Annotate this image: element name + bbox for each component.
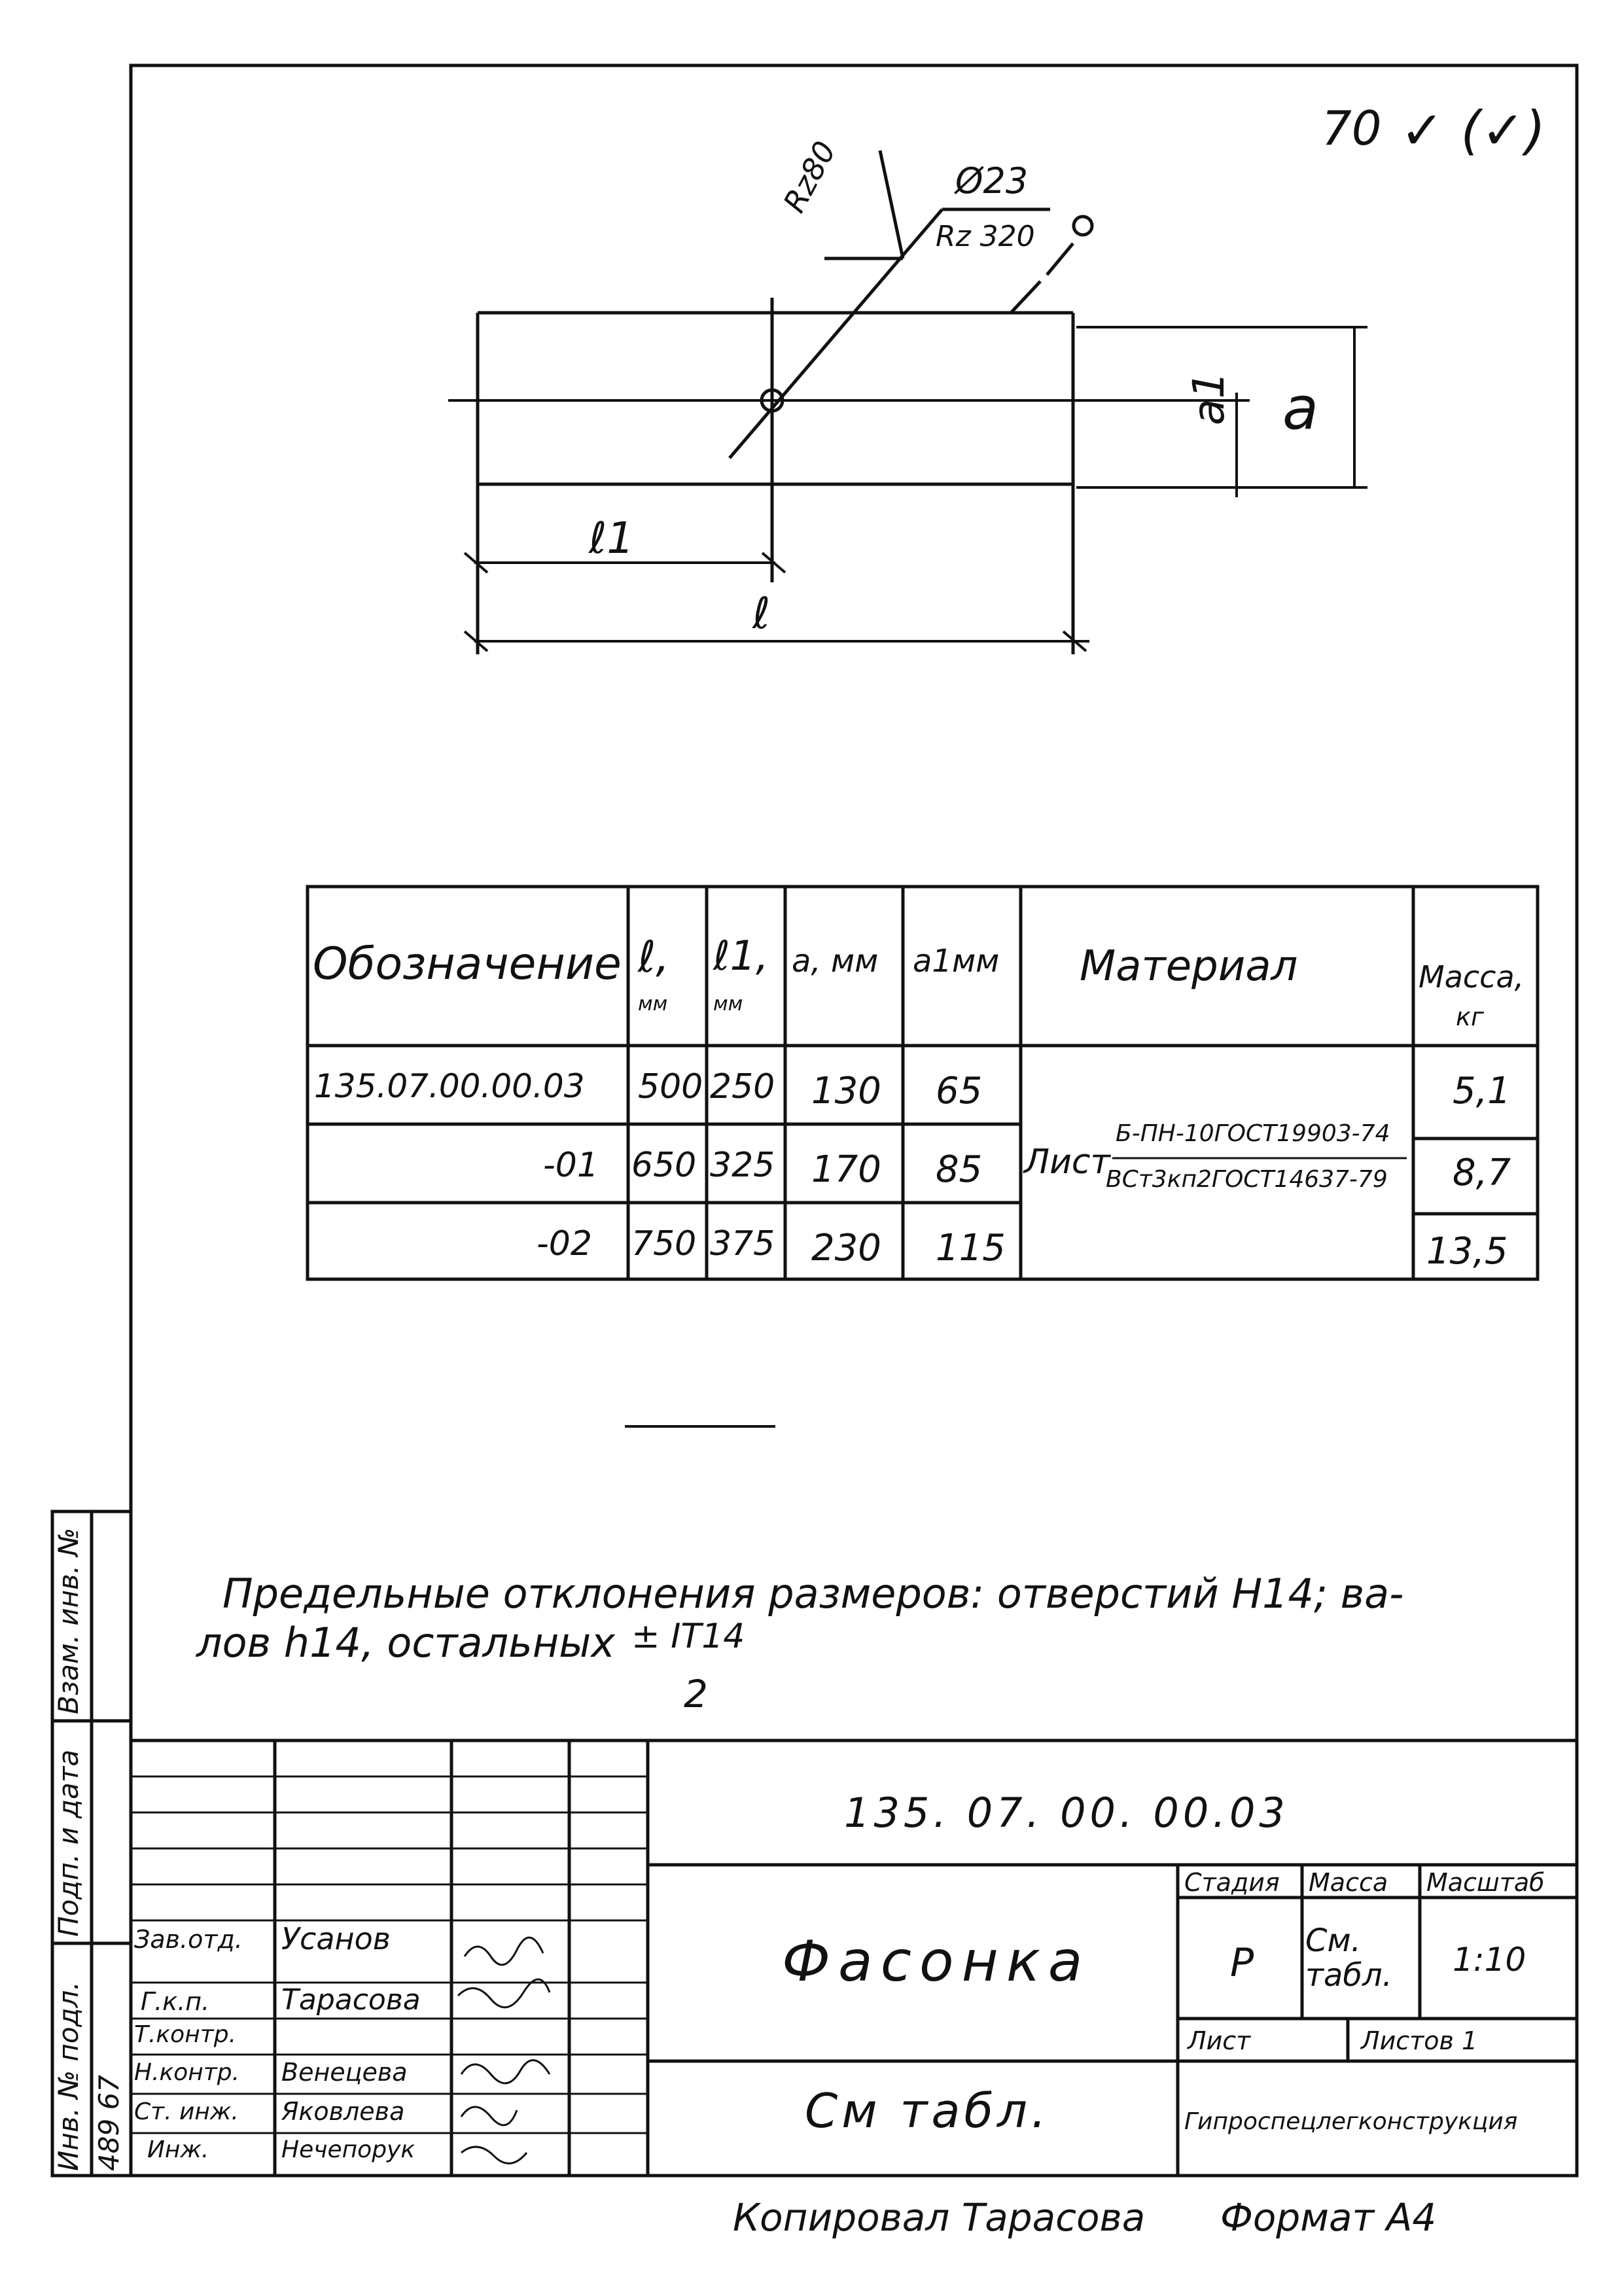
hole-diameter: Ø23: [955, 160, 1029, 202]
corner-number: 70: [1322, 101, 1382, 156]
name-necheporuk: Нечепорук: [281, 2136, 415, 2163]
role-inzh: Инж.: [147, 2136, 209, 2163]
name-venetseva: Венецева: [281, 2058, 408, 2087]
scale-label: Масштаб: [1426, 1868, 1545, 1897]
row3-a1: 115: [936, 1227, 1006, 1269]
role-zav-otd: Зав.отд.: [134, 1925, 243, 1954]
mass-label: Масса: [1309, 1868, 1388, 1897]
row1-a1: 65: [936, 1070, 983, 1112]
header-a1: a1мм: [913, 943, 1000, 980]
sheets-label: Листов 1: [1361, 2026, 1478, 2055]
drawing-code: 135. 07. 00. 00.03: [844, 1789, 1289, 1837]
role-t-kontr: Т.контр.: [134, 2021, 237, 2048]
header-designation: Обозначение: [313, 938, 622, 990]
row3-a: 230: [811, 1227, 881, 1269]
header-mass: Масса,: [1419, 959, 1525, 995]
note-fraction-numerator: ± IT14: [631, 1617, 745, 1656]
row1-l: 500: [638, 1067, 703, 1106]
row2-mass: 8,7: [1453, 1152, 1511, 1194]
row3-mass: 13,5: [1426, 1230, 1508, 1273]
dim-label-l: ℓ: [752, 588, 771, 639]
row2-designation: -01: [543, 1146, 599, 1185]
header-l: ℓ,: [638, 932, 670, 982]
row2-l: 650: [631, 1146, 697, 1185]
signature-scribbles: [458, 1937, 550, 2163]
stage-label: Стадия: [1184, 1868, 1280, 1897]
row1-a: 130: [811, 1070, 881, 1112]
note-fraction-denominator: 2: [684, 1672, 708, 1716]
header-l-unit: мм: [638, 993, 668, 1016]
row1-designation: 135.07.00.00.03: [314, 1067, 585, 1105]
dim-lines-bottom: [465, 553, 1089, 651]
row3-designation: -02: [537, 1224, 592, 1263]
side-vzam-inv: Взам. инв. №: [52, 1527, 84, 1714]
role-gkp: Г.к.п.: [141, 1987, 210, 2016]
name-usanov: Усанов: [281, 1921, 391, 1956]
name-yakovleva: Яковлева: [281, 2097, 405, 2126]
side-inv-value: 489 67: [93, 2075, 125, 2171]
row3-l: 750: [631, 1224, 697, 1263]
dim-label-a: a: [1282, 374, 1319, 443]
row2-a: 170: [811, 1148, 881, 1191]
mass-value: См. табл.: [1305, 1922, 1392, 1994]
header-material: Материал: [1080, 942, 1298, 991]
roughness-rz320: Rz 320: [936, 220, 1035, 253]
header-a: a, мм: [792, 943, 879, 980]
organization: Гипроспецлегконструкция: [1184, 2108, 1518, 2135]
row1-mass: 5,1: [1453, 1070, 1511, 1112]
role-n-kontr: Н.контр.: [134, 2059, 240, 2086]
header-mass-unit: кг: [1456, 1002, 1484, 1031]
name-tarasova: Тарасова: [281, 1983, 421, 2017]
note-line1: Предельные отклонения размеров: отверстий Н14; ва-: [222, 1570, 1404, 1617]
side-inv-podl: Инв. № подл.: [52, 1981, 84, 2171]
material-prefix: Лист: [1024, 1142, 1110, 1182]
sheet-format: Формат А4: [1220, 2195, 1437, 2240]
part-outline: [448, 298, 1250, 654]
material-numerator: Б-ПН-10ГОСТ19903-74: [1116, 1120, 1390, 1147]
stage-value: Р: [1230, 1940, 1254, 1986]
part-material-ref: См табл.: [805, 2083, 1050, 2138]
row2-l1: 325: [710, 1146, 775, 1185]
corner-check-mark: ✓ (✓): [1400, 100, 1545, 161]
note-line2: лов h14, остальных: [196, 1619, 615, 1667]
dim-label-a1: a1: [1184, 371, 1234, 425]
header-l1-unit: мм: [713, 993, 743, 1016]
row1-l1: 250: [710, 1067, 775, 1106]
row2-a1: 85: [936, 1148, 983, 1191]
dim-label-l1: ℓ1: [589, 513, 635, 563]
side-podp-data: Подп. и дата: [52, 1749, 84, 1937]
scale-value: 1:10: [1453, 1941, 1526, 1979]
copied-by: Копировал Тарасова: [733, 2195, 1146, 2240]
row3-l1: 375: [710, 1224, 775, 1263]
material-denominator: ВСт3кп2ГОСТ14637-79: [1106, 1166, 1388, 1193]
role-st-inzh: Ст. инж.: [134, 2098, 239, 2125]
sheet-label: Лист: [1188, 2026, 1251, 2055]
part-name: Фасонка: [782, 1929, 1091, 1994]
roughness-rz80: Rz80: [776, 135, 843, 219]
header-l1: ℓ1,: [713, 932, 769, 980]
